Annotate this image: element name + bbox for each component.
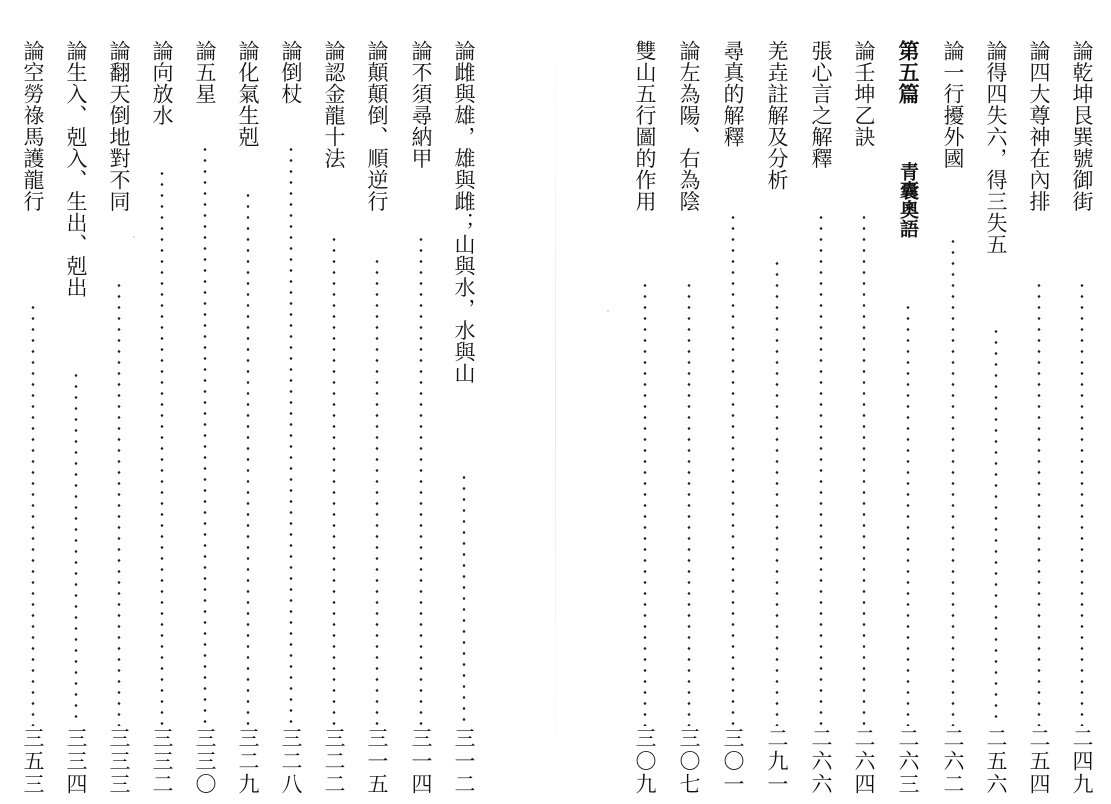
toc-entry-title: 論不須尋納甲 (409, 40, 433, 169)
toc-entry-page: 二六六 (809, 727, 833, 796)
toc-entry-page: 三一四 (409, 727, 433, 796)
toc-entry[interactable] (1067, 40, 1097, 800)
toc-entry-page: 三五三 (21, 727, 45, 796)
dot-leader (1037, 280, 1041, 726)
toc-entry-title: 論雌與雄，雄與雌；山與水，水與山 (452, 40, 476, 384)
toc-entry-title: 論顛顛倒、順逆行 (365, 40, 389, 212)
toc-entry-page: 二四九 (1070, 727, 1094, 796)
toc-entry-title: 論倒杖 (279, 40, 303, 105)
toc-entry[interactable] (147, 40, 177, 800)
dot-leader (906, 302, 910, 726)
toc-entry-title: 論化氣生剋 (236, 40, 260, 148)
dot-leader (462, 472, 466, 726)
toc-entry-title: 羌垚註解及分析 (765, 40, 789, 191)
toc-entry[interactable] (190, 40, 220, 800)
dot-leader (117, 280, 121, 726)
toc-entry[interactable] (276, 40, 306, 800)
toc-entry-page: 三二八 (279, 727, 303, 796)
dot-leader (775, 258, 779, 726)
dot-leader (246, 190, 250, 726)
toc-entry[interactable] (18, 40, 48, 800)
toc-entry-page: 三〇一 (721, 727, 745, 796)
dot-leader (419, 234, 423, 726)
left-page (0, 0, 500, 804)
toc-entry[interactable] (630, 40, 660, 800)
page-gutter (555, 0, 556, 804)
toc-entry-page: 二五六 (984, 727, 1008, 796)
toc-entry[interactable] (938, 40, 968, 800)
toc-entry[interactable] (1024, 40, 1054, 800)
toc-entry-title: 論乾坤艮巽號御街 (1070, 40, 1094, 212)
toc-entry-title: 論認金龍十法 (322, 40, 346, 169)
toc-entry[interactable] (319, 40, 349, 800)
dot-leader (951, 236, 955, 726)
toc-entry[interactable] (233, 40, 263, 800)
toc-entry-page: 三一二 (452, 727, 476, 796)
toc-entry-title: 雙山五行圖的作用 (633, 40, 657, 212)
toc-entry-title: 張心言之解釋 (809, 40, 833, 169)
dot-leader (819, 212, 823, 726)
toc-entry-page: 三〇九 (633, 727, 657, 796)
toc-entry-page: 二六四 (852, 727, 876, 796)
dot-leader (31, 302, 35, 726)
right-page (620, 0, 1111, 804)
toc-entry[interactable] (762, 40, 792, 800)
toc-entry-page: 三〇七 (677, 727, 701, 796)
dot-leader (862, 212, 866, 726)
toc-entry-title: 論得四失六，得三失五 (984, 40, 1008, 255)
toc-entry-title: 論一行擾外國 (941, 40, 965, 169)
dot-leader (74, 370, 78, 726)
toc-entry-title: 論五星 (193, 40, 217, 105)
toc-entry[interactable] (849, 40, 879, 800)
toc-entry-page: 三三二 (150, 727, 174, 796)
toc-entry-page: 三二二 (322, 727, 346, 796)
toc-entry-title: 論生入、剋入、生出、剋出 (64, 40, 88, 298)
toc-entry-page: 二五四 (1027, 727, 1051, 796)
dot-leader (731, 212, 735, 726)
toc-entry-page: 二六二 (941, 727, 965, 796)
dot-leader (203, 144, 207, 726)
dot-leader (643, 280, 647, 726)
toc-section-heading[interactable] (893, 40, 923, 800)
dot-leader (160, 168, 164, 726)
toc-entry[interactable] (449, 40, 479, 800)
dot-leader (687, 280, 691, 726)
toc-entry[interactable] (718, 40, 748, 800)
toc-entry-page: 三三四 (64, 727, 88, 796)
toc-entry-page: 三三三 (107, 727, 131, 796)
dot-leader (289, 144, 293, 726)
toc-entry-title: 論向放水 (150, 40, 174, 126)
toc-entry-page: 二九一 (765, 727, 789, 796)
scan-speck (607, 310, 609, 312)
toc-entry-title: 尋真的解釋 (721, 40, 745, 148)
toc-entry-page: 二六三 (896, 727, 920, 796)
dot-leader (1080, 280, 1084, 726)
toc-entry[interactable] (406, 40, 436, 800)
toc-entry-title: 論四大尊神在內排 (1027, 40, 1051, 212)
toc-entry[interactable] (104, 40, 134, 800)
dot-leader (994, 326, 998, 726)
toc-entry-title: 論壬坤乙訣 (852, 40, 876, 148)
toc-entry[interactable] (61, 40, 91, 800)
section-number: 第五篇 (896, 40, 920, 105)
toc-entry[interactable] (362, 40, 392, 800)
toc-entry[interactable] (981, 40, 1011, 800)
toc-entry-page: 三二九 (236, 727, 260, 796)
toc-entry[interactable] (806, 40, 836, 800)
toc-entry[interactable] (674, 40, 704, 800)
toc-entry-page: 三一五 (365, 727, 389, 796)
toc-entry-title: 論翻天倒地對不同 (107, 40, 131, 212)
dot-leader (332, 234, 336, 726)
toc-entry-page: 三三〇 (193, 727, 217, 796)
section-title: 青囊奧語 (897, 162, 919, 238)
dot-leader (375, 256, 379, 726)
toc-entry-title: 論空勞祿馬護龍行 (21, 40, 45, 212)
toc-entry-title: 論左為陽、右為陰 (677, 40, 701, 212)
scan-speck (133, 236, 135, 238)
